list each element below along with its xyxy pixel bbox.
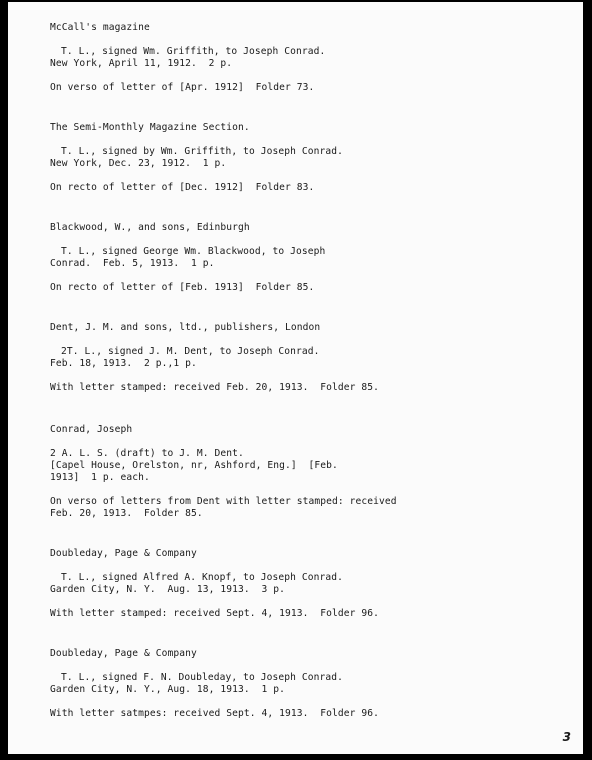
entry-heading: Blackwood, W., and sons, Edinburgh [50,222,250,233]
catalog-entry [50,322,570,394]
entry-note [50,708,570,720]
description-line: 2T. L., signed J. M. Dent, to Joseph Conrad. [61,346,320,357]
entry-heading: McCall's magazine [50,22,150,33]
entry-note [50,182,570,194]
description-line: Garden City, N. Y., Aug. 18, 1913. 1 p. [50,684,286,695]
description-line: Conrad. Feb. 5, 1913. 1 p. [50,258,215,269]
catalog-entry [50,648,570,720]
entry-description [50,672,570,696]
description-line: Feb. 18, 1913. 2 p.,1 p. [50,358,197,369]
entry-description [50,572,570,596]
page-number: 3 [562,730,571,744]
note-line: On recto of letter of [Dec. 1912] Folder 83. [50,182,315,193]
note-line: On recto of letter of [Feb. 1913] Folder 85. [50,282,315,293]
note-line: On verso of letters from Dent with letter stamped: received [50,496,397,507]
entry-description [50,346,570,370]
entry-description [50,146,570,170]
entry-heading: Doubleday, Page & Company [50,548,197,559]
description-line: Garden City, N. Y. Aug. 13, 1913. 3 p. [50,584,286,595]
entry-note [50,496,570,520]
description-line: 2 A. L. S. (draft) to J. M. Dent. [50,448,244,459]
entry-note [50,282,570,294]
description-line: [Capel House, Orelston, nr, Ashford, Eng.] [Feb. [50,460,338,471]
entry-note [50,608,570,620]
entry-heading: Dent, J. M. and sons, ltd., publishers, London [50,322,321,333]
description-line: T. L., signed by Wm. Griffith, to Joseph Conrad. [61,146,344,157]
entry-heading: The Semi-Monthly Magazine Section. [50,122,250,133]
description-line: T. L., signed George Wm. Blackwood, to Joseph [61,246,326,257]
catalog-card-page [8,2,583,754]
catalog-entry [50,548,570,620]
note-line: With letter satmpes: received Sept. 4, 1913. Folder 96. [50,708,380,719]
note-line: With letter stamped: received Sept. 4, 1913. Folder 96. [50,608,380,619]
note-line: With letter stamped: received Feb. 20, 1913. Folder 85. [50,382,380,393]
entry-heading: Doubleday, Page & Company [50,648,197,659]
note-line: Feb. 20, 1913. Folder 85. [50,508,203,519]
description-line: 1913] 1 p. each. [50,472,150,483]
entries-list [50,22,570,748]
entry-note [50,382,570,394]
description-line: New York, April 11, 1912. 2 p. [50,58,233,69]
entry-description [50,448,570,484]
description-line: T. L., signed F. N. Doubleday, to Joseph Conrad. [61,672,344,683]
description-line: New York, Dec. 23, 1912. 1 p. [50,158,227,169]
entry-description [50,246,570,270]
description-line: T. L., signed Alfred A. Knopf, to Joseph Conrad. [61,572,344,583]
entry-heading: Conrad, Joseph [50,424,133,435]
catalog-entry [50,222,570,294]
note-line: On verso of letter of [Apr. 1912] Folder 73. [50,82,315,93]
entry-description [50,46,570,70]
catalog-entry [50,22,570,94]
description-line: T. L., signed Wm. Griffith, to Joseph Conrad. [61,46,326,57]
catalog-entry [50,424,570,520]
entry-note [50,82,570,94]
catalog-entry [50,122,570,194]
